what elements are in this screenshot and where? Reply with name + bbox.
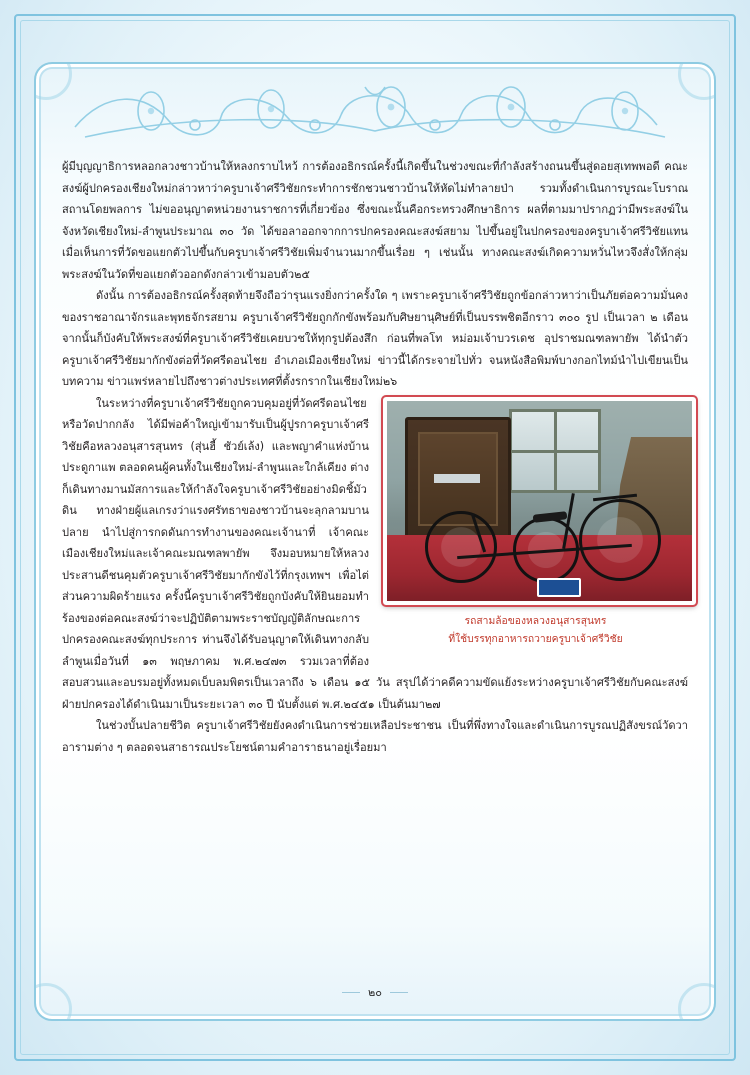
photo-wheel-front	[579, 499, 661, 581]
figure-tricycle	[383, 397, 688, 648]
figure-image	[383, 397, 696, 605]
body-text	[62, 156, 688, 1003]
paragraph-2-text: ดังนั้น การต้องอธิกรณ์ครั้งสุดท้ายจึงถือว่ารุนแรงยิ่งกว่าครั้งใด ๆ เพราะครูบาเจ้าศรีวิชัยถูกข้อกล่าวหาว่าเป็นภัยต่อความมั่นคงของราชอาณาจักรและพุทธจักรสยาม ครูบาเจ้าศรีวิชัยถูกกักขังพร้อมกับศิษยานุศิษย์ที่เป็นบรรพชิตอีกราว ๓๐๐ รูป เป็นเวลา ๒ เดือน จากนั้นก็บังคับให้พระสงฆ์ที่ครูบาเจ้าศรีวิชัยเคยบวชให้ทุกรูปต้องสึก ก่อนที่พลโท หม่อมเจ้าบวรเดช อุปราชมณฑลพายัพ ได้นำตัวครูบาเจ้าศรีวิชัยมากักขังต่อที่วัดศรีดอนไชย อำเภอเมืองเชียงใหม่ ข่าวนี้ได้กระจายไปทั่ว จนหนังสือพิมพ์บางกอกไทม์นำไปเขียนเป็นบทความ ข่าวแพร่หลายไปถึงชาวต่างประเทศที่ตั้งรกรากในเชียงใหม่๒๖	[62, 289, 688, 388]
figure-caption-line-2: ที่ใช้บรรทุกอาหารถวายครูบาเจ้าศรีวิชัย	[448, 632, 623, 645]
paragraph-1: ผู้มีบุญญาธิการหลอกลวงชาวบ้านให้หลงกราบไหว้ การต้องอธิกรณ์ครั้งนี้เกิดขึ้นในช่วงขณะที่กำลังสร้างถนนขึ้นสู่ดอยสุเทพพอดี คณะสงฆ์ผู้ปกครองเชียงใหม่กล่าวหาว่าครูบาเจ้าศรีวิชัยกระทำการชักชวนชาวบ้านให้หัดไม่ทำลายป่า รวมทั้งดำเนินการบูรณะโบราณสถานโดยพลการ ไม่ขออนุญาตหน่วยงานราชการที่เกี่ยวข้อง ซึ่งขณะนั้นคือกระทรวงศึกษาธิการ ผลที่ตามมาปรากฏว่ามีพระสงฆ์ในจังหวัดเชียงใหม่-ลำพูนประมาณ ๓๐ วัด ได้ขอลาออกจากการปกครองคณะสงฆ์สยาม ไปขึ้นอยู่ในปกครองของครูบาเจ้าศรีวิชัยแทน เมื่อเห็นการที่วัดขอแยกตัวไปขึ้นกับครูบาเจ้าศรีวิชัยเพิ่มจำนวนมากขึ้นเรื่อย ๆ เช่นนั้น ทางคณะสงฆ์เกิดความหวั่นไหวจึงสั่งให้กลุ่มพระสงฆ์ในวัดที่ขอแยกตัวออกดังกล่าวเข้ามอบตัว๒๕	[62, 160, 688, 281]
corner-ornament-top-right	[678, 62, 716, 100]
paragraph-4: ในช่วงบั้นปลายชีวิต ครูบาเจ้าศรีวิชัยยังคงดำเนินการช่วยเหลือประชาชน เป็นที่พึ่งทางใจและดำเนินการบูรณปฏิสังขรณ์วัดวาอารามต่าง ๆ ตลอดจนสาธารณประโยชน์ตามคำอาราธนาอยู่เรื่อยมา	[62, 719, 688, 754]
header-ornament	[36, 74, 714, 152]
figure-caption-line-1: รถสามล้อของหลวงอนุสารสุนทร	[464, 614, 607, 627]
paragraph-3: ในระหว่างที่ครูบาเจ้าศรีวิชัยถูกควบคุมอยู่ที่วัดศรีดอนไชย หรือวัดปากกลัง ได้มีพ่อค้าใหญ่เข้ามารับเป็นผู้ปูรกาครูบาเจ้าศรีวิชัยคือหลวงอนุสารสุนทร (สุ่นฮี้ ชัวย์เล้ง) และพญาคำแห่งบ้านประดูกาแพ ตลอดคนผู้คนทั้งในเชียงใหม่-ลำพูนและใกล้เคียง ต่างก็เดินทางมานมัสการและให้กำลังใจครูบาเจ้าศรีวิชัยอย่างมิดชิ้มัวดิน ทางฝ่ายผู้แลเกรงว่าแรงศรัทธาของชาวบ้านจะลุกลามบานปลาย นำไปสู่การกดดันการทำงานของคณะเจ้านาที่ เจ้าคณะเมืองเชียงใหม่และเจ้าคณะมณฑลพายัพ จึงมอบหมายให้หลวงประสานดีชนคุมตัวครูบาเจ้าศรีวิชัยมากักขังไว้ที่กรุงเทพฯ เพื่อไต่ส่วนความผิดร้ายแรง ครั้งนี้ครูบาเจ้าศรีวิชัยถูกบังคับให้ยินยอมทำร้องของต่อคณะสงฆ์ว่าจะปฏิบัติตามพระราชบัญญัติลักษณะการปกครองคณะสงฆ์ทุกประการ ท่านจึงได้รับอนุญาตให้เดินทางกลับลำพูนเมื่อวันที่ ๑๓ พฤษภาคม พ.ศ.๒๔๗๓ รวมเวลาที่ต้องสอบสวนและอบรมอยู่ทั้งหมดเบ็บลมพิตรเป็นเวลาถึง ๖ เดือน ๑๕ วัน สรุปได้ว่าคดีความขัดแย้งระหว่างครูบาเจ้าศรีวิชัยกับคณะสงฆ์ฝ่ายปกครองได้ดำเนินมาเป็นระยะเวลา ๓๐ ปี นับตั้งแต่ พ.ศ.๒๔๕๑ เป็นต้นมา๒๗	[62, 396, 688, 711]
photo-tricycle	[417, 473, 667, 583]
figure-caption	[383, 612, 688, 648]
paragraph-2	[62, 285, 688, 393]
photo-wheel-rear-left	[425, 511, 497, 583]
corner-ornament-top-left	[34, 62, 72, 100]
page-number: ๒๐	[342, 983, 408, 1001]
page-footer	[36, 983, 714, 1001]
photo-exhibit-sign	[537, 578, 581, 597]
content-panel	[34, 62, 716, 1021]
